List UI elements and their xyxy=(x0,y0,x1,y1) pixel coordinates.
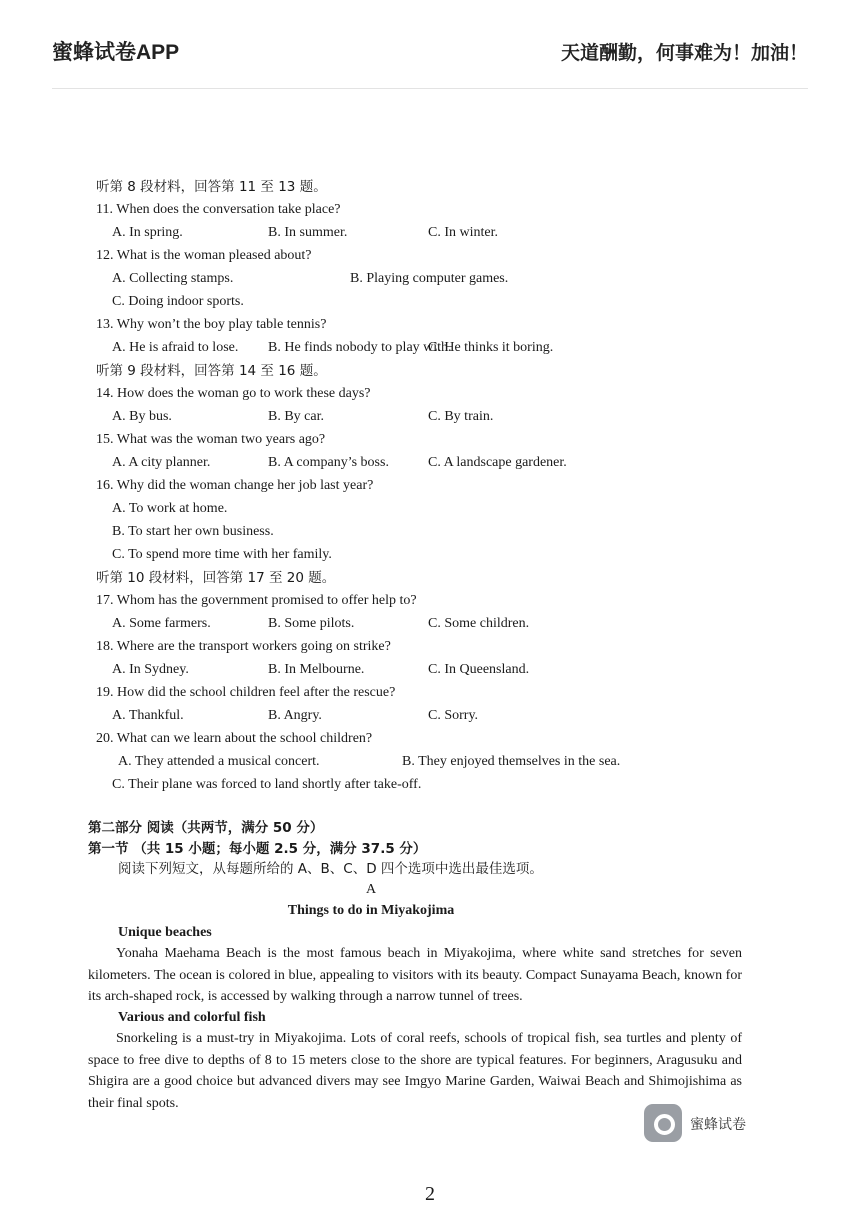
section-title: 第一节 （共 15 小题；每小题 2.5 分，满分 37.5 分） xyxy=(88,841,427,857)
question-text: 12. What is the woman pleased about? xyxy=(96,248,312,263)
answer-option: C. Some children. xyxy=(428,616,530,631)
answer-option: B. They enjoyed themselves in the sea. xyxy=(402,754,621,769)
passage-title: Things to do in Miyakojima xyxy=(287,903,455,918)
answer-option: C. Doing indoor sports. xyxy=(112,294,244,309)
question-text: 11. When does the conversation take place? xyxy=(96,202,341,217)
answer-option: B. To start her own business. xyxy=(112,524,274,539)
section-heading: Various and colorful fish xyxy=(118,1010,266,1025)
answer-option: A. A city planner. xyxy=(112,455,211,470)
header-slogan: 天道酬勤，何事难为！加油！ xyxy=(560,43,808,64)
answer-option: A. To work at home. xyxy=(112,501,228,516)
app-logo-icon xyxy=(644,1104,682,1142)
part-title: 第二部分 阅读（共两节，满分 50 分） xyxy=(88,820,324,836)
answer-option: B. In Melbourne. xyxy=(268,662,365,677)
answer-option: C. In Queensland. xyxy=(428,662,530,677)
watermark-text: 蜜蜂试卷 xyxy=(690,1117,746,1133)
answer-option: C. To spend more time with her family. xyxy=(112,547,332,562)
answer-option: C. Sorry. xyxy=(428,708,479,723)
passage-letter: A xyxy=(365,882,377,897)
section-body: Yonaha Maehama Beach is the most famous beach in Miyakojima, where white sand stretches for seven kilometers. The ocean is colored in blue, appealing to visitors with its beauty. Compact Sunayama Beach, known for its arch-shaped rock, is accessed by walking through a narrow tunnel of trees. xyxy=(88,946,742,1004)
listening-instruction: 听第 8 段材料，回答第 11 至 13 题。 xyxy=(96,179,327,195)
answer-option: A. In Sydney. xyxy=(112,662,189,677)
question-text: 14. How does the woman go to work these days? xyxy=(96,386,371,401)
header-divider xyxy=(52,88,808,89)
answer-option: A. They attended a musical concert. xyxy=(118,754,320,769)
instruction: 阅读下列短文，从每题所给的 A、B、C、D 四个选项中选出最佳选项。 xyxy=(118,861,543,877)
answer-option: C. Their plane was forced to land shortly after take-off. xyxy=(112,777,422,792)
answer-option: A. In spring. xyxy=(112,225,183,240)
answer-option: C. He thinks it boring. xyxy=(428,340,554,355)
answer-option: A. Some farmers. xyxy=(112,616,211,631)
question-text: 16. Why did the woman change her job last year? xyxy=(96,478,374,493)
answer-option: C. By train. xyxy=(428,409,494,424)
listening-instruction: 听第 9 段材料，回答第 14 至 16 题。 xyxy=(96,363,327,379)
question-text: 19. How did the school children feel after the rescue? xyxy=(96,685,396,700)
answer-option: B. In summer. xyxy=(268,225,348,240)
question-text: 18. Where are the transport workers going on strike? xyxy=(96,639,391,654)
listening-instruction: 听第 10 段材料，回答第 17 至 20 题。 xyxy=(96,570,336,586)
question-text: 15. What was the woman two years ago? xyxy=(96,432,326,447)
answer-option: A. Collecting stamps. xyxy=(112,271,234,286)
section-body: Snorkeling is a must-try in Miyakojima. Lots of coral reefs, schools of tropical fish, sea turtles and plenty of space to free dive to depths of 8 to 15 meters close to the shore are typical features. For beginners, Aragusuku and Shigira are a good choice but advanced divers may see Imgyo Marine Garden, Waiwai Beach and Shimojishima as their final spots. xyxy=(88,1031,742,1111)
question-text: 13. Why won’t the boy play table tennis? xyxy=(96,317,327,332)
page-number: 2 xyxy=(425,1183,435,1205)
answer-option: B. A company’s boss. xyxy=(268,455,389,470)
answer-option: A. Thankful. xyxy=(112,708,184,723)
app-name: 蜜蜂试卷APP xyxy=(52,41,180,64)
answer-option: B. By car. xyxy=(268,409,324,424)
answer-option: C. In winter. xyxy=(428,225,498,240)
answer-option: B. Playing computer games. xyxy=(350,271,509,286)
answer-option: B. Angry. xyxy=(268,708,322,723)
question-text: 17. Whom has the government promised to offer help to? xyxy=(96,593,417,608)
answer-option: C. A landscape gardener. xyxy=(428,455,567,470)
section-heading: Unique beaches xyxy=(118,925,212,940)
answer-option: A. By bus. xyxy=(112,409,172,424)
answer-option: B. He finds nobody to play with. xyxy=(268,340,452,355)
answer-option: A. He is afraid to lose. xyxy=(112,340,239,355)
answer-option: B. Some pilots. xyxy=(268,616,355,631)
question-text: 20. What can we learn about the school children? xyxy=(96,731,373,746)
